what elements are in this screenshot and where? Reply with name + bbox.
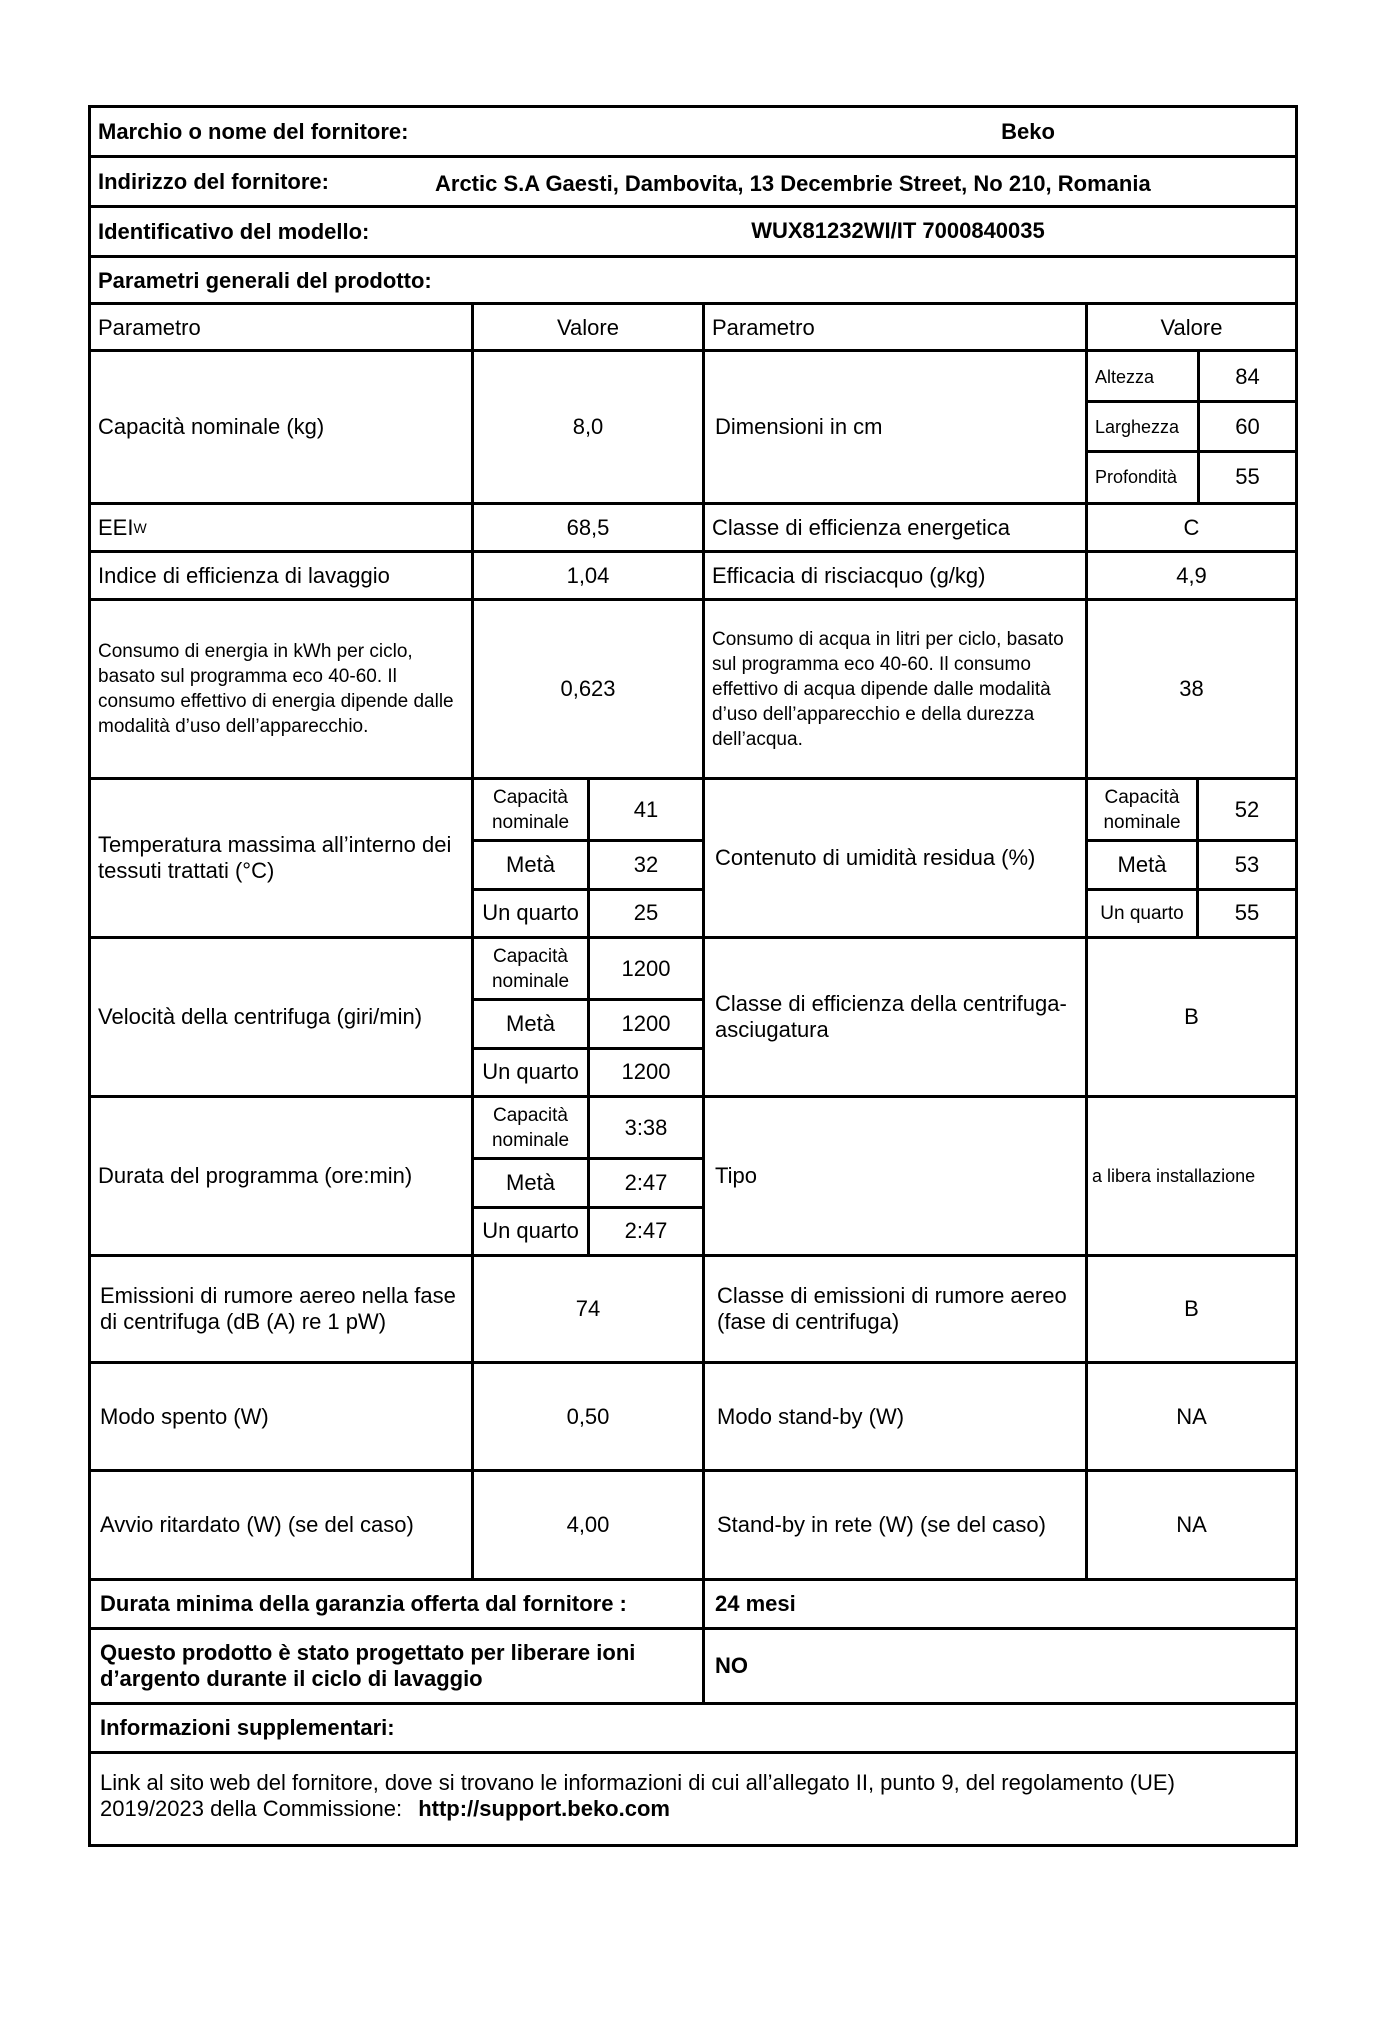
energy-class-label: Classe di efficienza energetica — [712, 514, 1010, 540]
extra-info-heading: Informazioni supplementari: — [100, 1715, 395, 1740]
warranty-label: Durata minima della garanzia offerta dal fornitore : — [100, 1591, 627, 1616]
depth-label: Profondità — [1095, 467, 1178, 487]
temp-half-label: Metà — [506, 852, 555, 877]
type-label: Tipo — [715, 1163, 757, 1188]
moisture-label: Contenuto di umidità residua (%) — [715, 845, 1036, 870]
duration-quarter-value: 2:47 — [624, 1218, 668, 1243]
duration-half-value: 2:47 — [624, 1170, 668, 1195]
support-link[interactable]: http://support.beko.com — [418, 1796, 670, 1821]
silver-ions-value: NO — [715, 1653, 748, 1678]
temp-full-label: Capacità nominale — [491, 787, 570, 833]
temperature-label: Temperatura massima all’interno dei tessuti trattati (°C) — [98, 832, 452, 883]
address-label: Indirizzo del fornitore: — [98, 168, 329, 194]
moisture-full-value: 52 — [1234, 797, 1260, 822]
brand-value: Beko — [1001, 119, 1055, 144]
link-info-text: Link al sito web del fornitore, dove si trovano le informazioni di cui all’allegato II, punto 9, del regolamento (UE) 2019/2023 della Commissione: — [100, 1770, 1175, 1821]
spin-quarter-value: 1200 — [621, 1059, 671, 1084]
col-header-value-right: Valore — [1160, 314, 1223, 340]
spin-half-label: Metà — [506, 1011, 555, 1036]
duration-half-label: Metà — [506, 1170, 555, 1195]
spin-speed-label: Velocità della centrifuga (giri/min) — [98, 1004, 423, 1029]
width-label: Larghezza — [1095, 417, 1180, 437]
capacity-label: Capacità nominale (kg) — [98, 414, 325, 439]
type-value: a libera installazione — [1092, 1166, 1256, 1186]
network-standby-value: NA — [1176, 1512, 1207, 1537]
moisture-quarter-label: Un quarto — [1100, 902, 1184, 924]
standby-value: NA — [1176, 1403, 1207, 1429]
noise-value: 74 — [575, 1296, 601, 1321]
rinse-value: 4,9 — [1176, 562, 1207, 588]
depth-value: 55 — [1235, 464, 1260, 489]
col-header-value-left: Valore — [557, 314, 619, 340]
rinse-label: Efficacia di risciacquo (g/kg) — [712, 562, 986, 588]
network-standby-label: Stand-by in rete (W) (se del caso) — [717, 1512, 1046, 1537]
spin-class-label: Classe di efficienza della centrifuga-asciugatura — [715, 991, 1067, 1042]
height-value: 84 — [1235, 364, 1260, 389]
moisture-quarter-value: 55 — [1234, 900, 1260, 925]
temp-half-value: 32 — [633, 852, 659, 877]
dimensions-label: Dimensioni in cm — [715, 414, 883, 439]
silver-ions-label: Questo prodotto è stato progettato per liberare ioni d’argento durante il ciclo di lavaggio — [100, 1640, 636, 1691]
noise-label: Emissioni di rumore aereo nella fase di centrifuga (dB (A) re 1 pW) — [100, 1283, 456, 1334]
spin-half-value: 1200 — [621, 1011, 671, 1036]
energy-consumption-label: Consumo di energia in kWh per ciclo, basato sul programma eco 40-60. Il consumo effettivo di energia dipende dalle modalità d’uso dell’apparecchio. — [98, 641, 454, 737]
model-value: WUX81232WI/IT 7000840035 — [751, 217, 1045, 243]
spin-full-value: 1200 — [621, 956, 671, 981]
off-mode-label: Modo spento (W) — [100, 1403, 269, 1429]
warranty-value: 24 mesi — [715, 1591, 796, 1616]
brand-label: Marchio o nome del fornitore: — [98, 119, 409, 144]
water-consumption-value: 38 — [1179, 676, 1204, 701]
duration-quarter-label: Un quarto — [482, 1218, 579, 1243]
duration-full-label: Capacità nominale — [491, 1105, 570, 1151]
moisture-half-label: Metà — [1117, 852, 1167, 877]
delay-start-value: 4,00 — [566, 1512, 610, 1537]
spin-full-label: Capacità nominale — [491, 946, 570, 992]
temp-quarter-value: 25 — [633, 900, 659, 925]
spin-quarter-label: Un quarto — [482, 1059, 579, 1084]
eei-value: 68,5 — [566, 514, 610, 540]
width-value: 60 — [1235, 414, 1260, 439]
duration-label: Durata del programma (ore:min) — [98, 1163, 413, 1188]
moisture-half-value: 53 — [1234, 852, 1260, 877]
product-information-sheet — [88, 105, 1298, 1847]
moisture-full-label: Capacità nominale — [1103, 787, 1181, 833]
eei-subscript: W — [133, 519, 147, 536]
energy-class-value: C — [1183, 514, 1200, 540]
energy-consumption-value: 0,623 — [560, 676, 616, 701]
model-label: Identificativo del modello: — [98, 218, 370, 244]
temp-full-value: 41 — [633, 797, 659, 822]
address-value: Arctic S.A Gaesti, Dambovita, 13 Decembrie Street, No 210, Romania — [435, 170, 1151, 196]
height-label: Altezza — [1095, 367, 1155, 387]
off-mode-value: 0,50 — [566, 1403, 610, 1429]
noise-class-value: B — [1184, 1296, 1199, 1321]
link-info — [91, 1754, 1295, 1841]
delay-start-label: Avvio ritardato (W) (se del caso) — [100, 1512, 414, 1537]
general-params-heading: Parametri generali del prodotto: — [98, 267, 432, 293]
col-header-param-right: Parametro — [712, 314, 815, 340]
col-header-param-left: Parametro — [98, 314, 201, 340]
standby-label: Modo stand-by (W) — [717, 1403, 905, 1429]
wash-index-label: Indice di efficienza di lavaggio — [98, 562, 390, 588]
temp-quarter-label: Un quarto — [482, 900, 579, 925]
eei-label — [91, 505, 471, 550]
capacity-value: 8,0 — [572, 414, 604, 439]
spin-class-value: B — [1184, 1004, 1199, 1029]
wash-index-value: 1,04 — [566, 562, 610, 588]
water-consumption-label: Consumo di acqua in litri per ciclo, basato sul programma eco 40-60. Il consumo effettivo di acqua dipende dalle modalità d’uso dell’apparecchio e della durezza dell’acqua. — [712, 628, 1064, 750]
noise-class-label: Classe di emissioni di rumore aereo (fase di centrifuga) — [717, 1283, 1067, 1334]
eei-label-text: EEI — [98, 514, 134, 540]
duration-full-value: 3:38 — [624, 1115, 668, 1140]
